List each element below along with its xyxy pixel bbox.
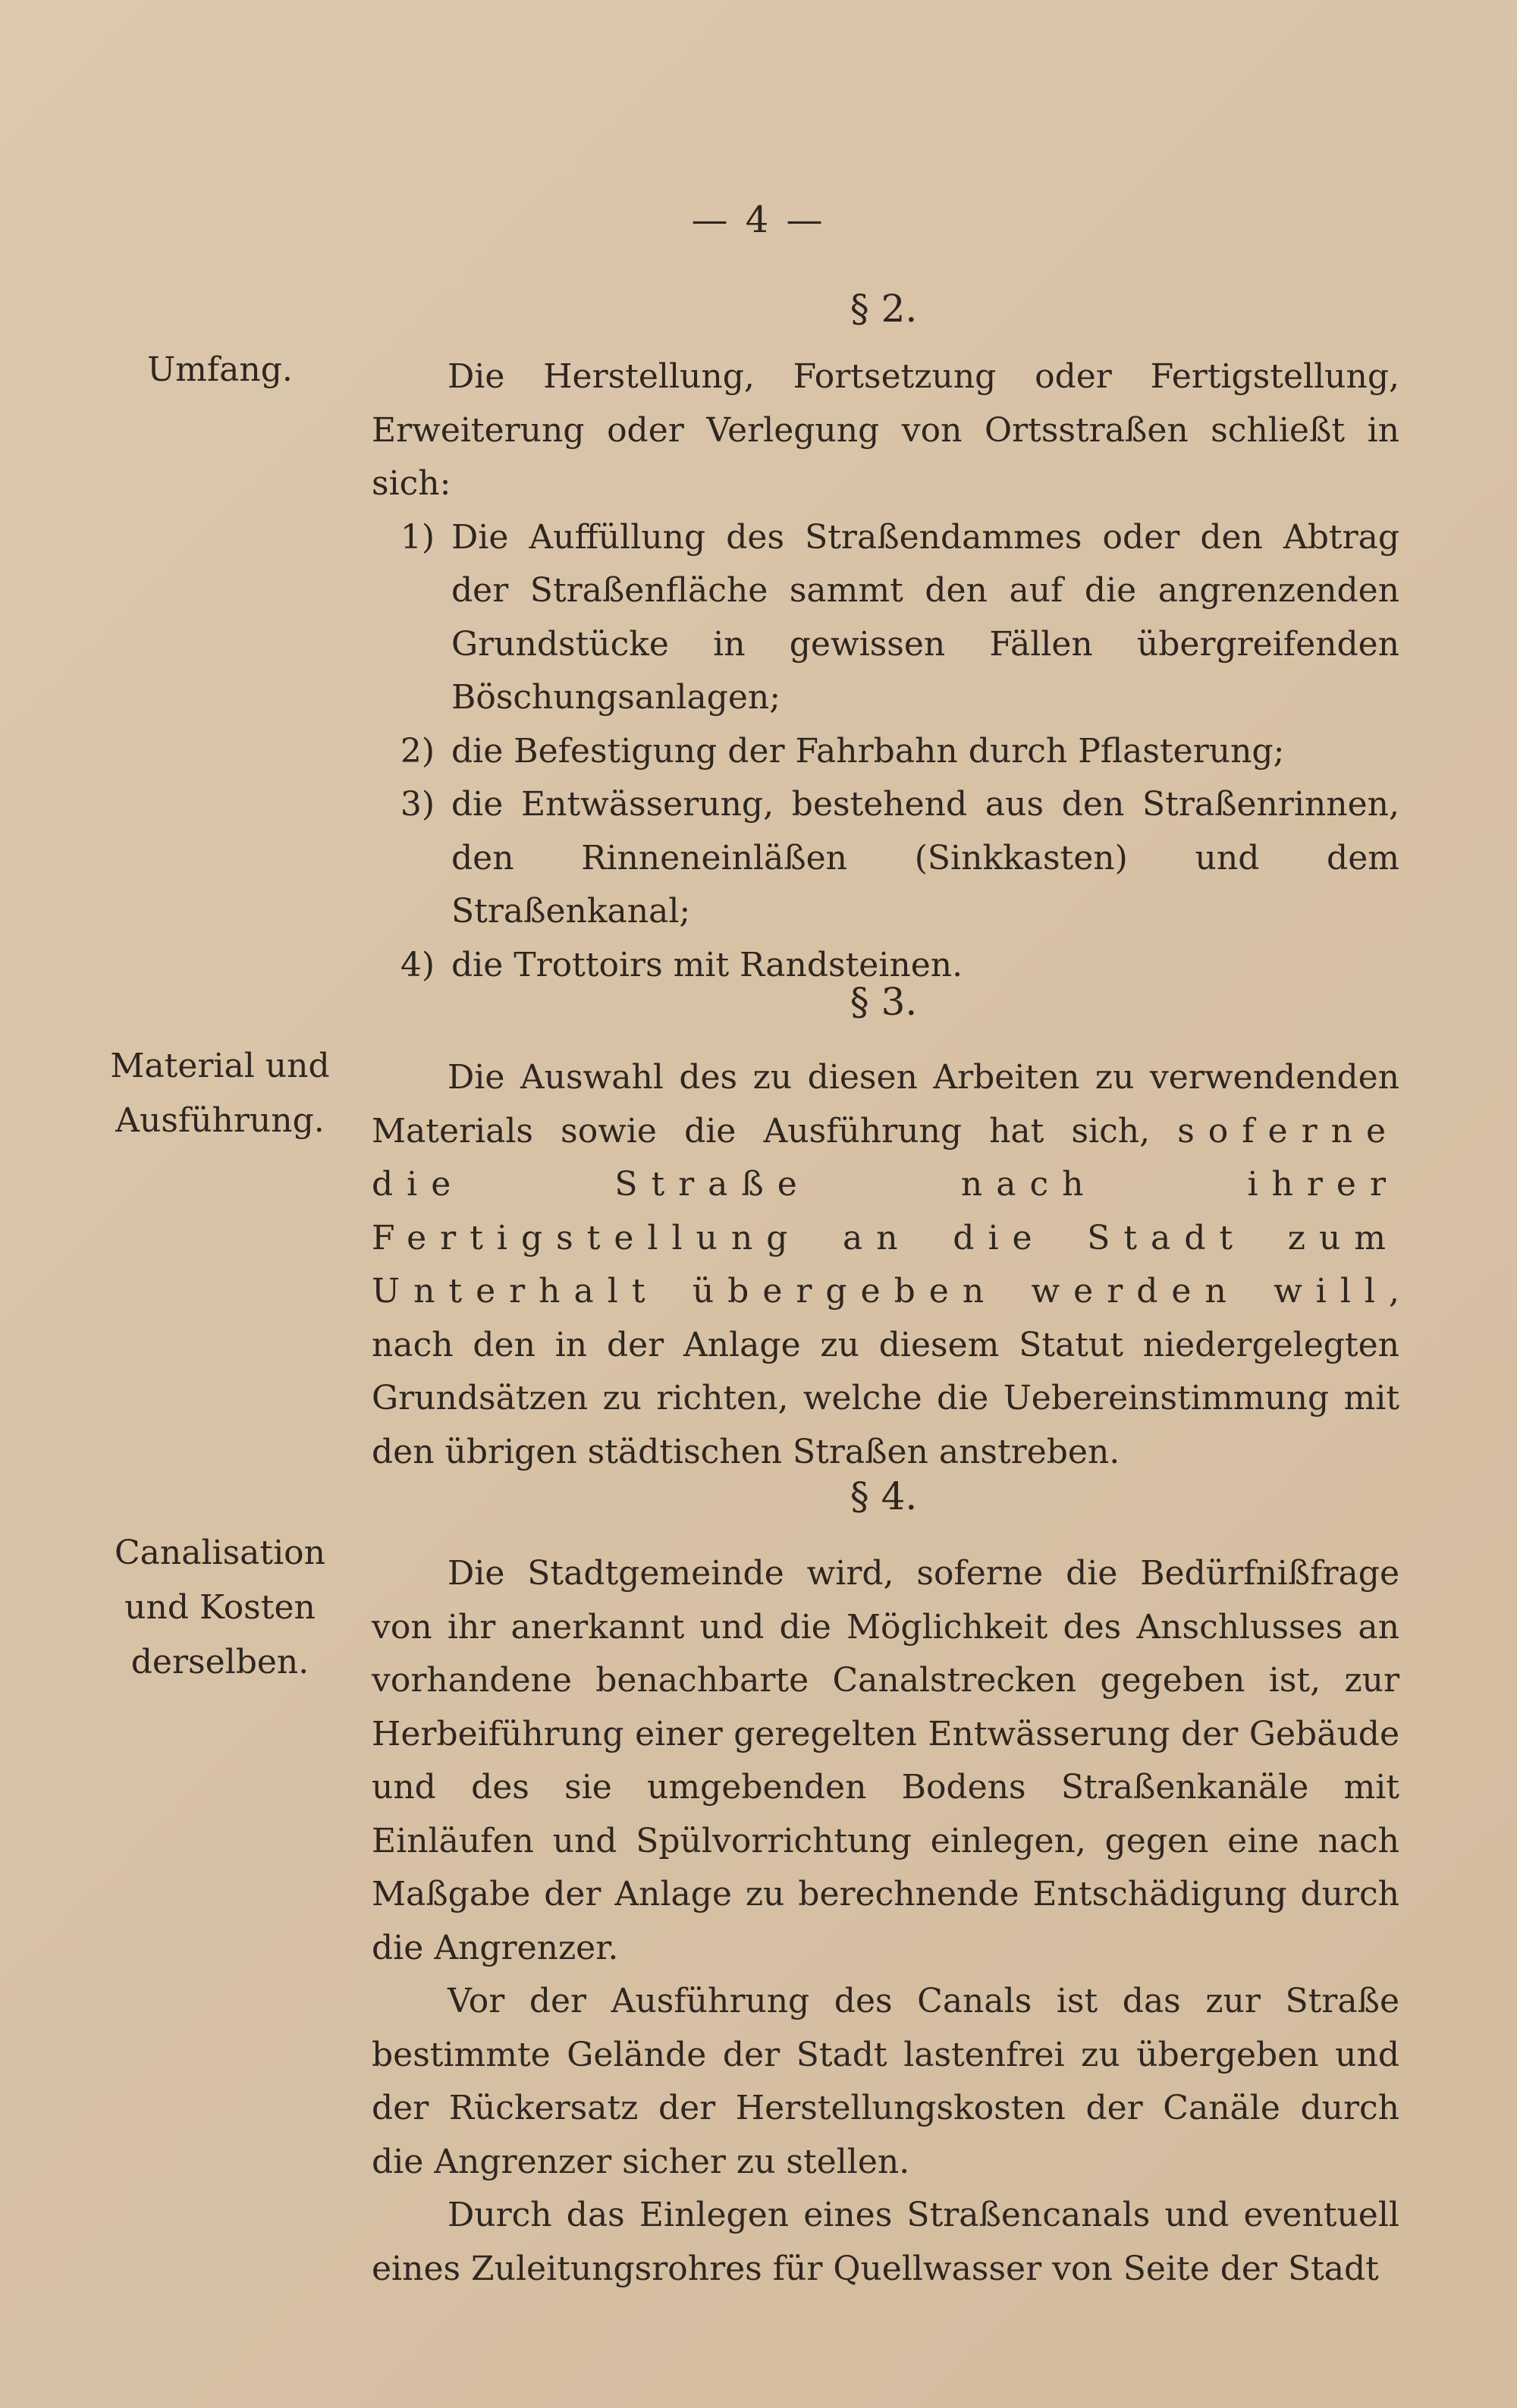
margin-note-material <box>83 1039 356 1148</box>
section-2-body <box>372 350 1399 992</box>
list-item-number: 4) <box>400 945 435 984</box>
section-heading-2: § 2. <box>850 287 918 331</box>
list-item-text: Die Auffüllung des Straßendammes oder den Abtrag der Straßenfläche sammt den auf die angrenzenden Grundstücke in gewissen Fällen übergreifenden Böschungsanlagen; <box>451 517 1399 717</box>
list-item <box>372 511 1399 725</box>
margin-note-line: Ausführung. <box>115 1101 325 1140</box>
section-4-body <box>372 1547 1399 2296</box>
section-4-paragraph: Vor der Ausführung des Canals ist das zur Straße bestimmte Gelände der Stadt lastenfrei zu übergeben und der Rückersatz der Herstellungskosten der Canäle durch die Angrenzer sicher zu stellen. <box>372 1982 1399 2181</box>
list-item-text: die Befestigung der Fahrbahn durch Pflasterung; <box>451 731 1285 771</box>
margin-note-line: Umfang. <box>147 350 293 389</box>
margin-note-canalisation <box>83 1526 356 1690</box>
list-item <box>372 778 1399 939</box>
section-4-paragraph: Durch das Einlegen eines Straßencanals und eventuell eines Zuleitungsrohres für Quellwasser von Seite der Stadt <box>372 2196 1399 2288</box>
margin-note-umfang <box>83 343 356 397</box>
margin-note-line: Material und <box>110 1047 330 1085</box>
list-item-number: 3) <box>400 785 435 824</box>
paragraph-text: Die Auswahl des zu diesen Arbeiten zu verwendenden Materials sowie die Ausführung hat sich, <box>372 1058 1399 1151</box>
list-item-text: die Trottoirs mit Randsteinen. <box>451 945 963 984</box>
margin-note-line: derselben. <box>130 1643 309 1681</box>
spaced-emphasis: soferne die Straße nach ihrer Fertigstellung an die Stadt zum Unterhalt übergeben werden will <box>372 1111 1399 1311</box>
section-3-body <box>372 1051 1399 1479</box>
list-item-number: 2) <box>400 731 435 771</box>
section-heading-3: § 3. <box>850 980 918 1024</box>
section-3-paragraph <box>372 1051 1399 1479</box>
section-heading-4: § 4. <box>850 1474 918 1518</box>
list-item-text: die Entwässerung, bestehend aus den Straßenrinnen, den Rinneneinläßen (Sinkkasten) und dem Straßenkanal; <box>451 785 1399 931</box>
paragraph-text: , nach den in der Anlage zu diesem Statut niedergelegten Grundsätzen zu richten, welche die Uebereinstimmung mit den übrigen städtischen Straßen anstreben. <box>372 1272 1399 1471</box>
margin-note-line: Canalisation <box>114 1534 325 1572</box>
section-2-intro: Die Herstellung, Fortsetzung oder Fertigstellung, Erweiterung oder Verlegung von Ortsstraßen schließt in sich: <box>372 357 1399 503</box>
section-4-paragraph: Die Stadtgemeinde wird, soferne die Bedürfnißfrage von ihr anerkannt und die Möglichkeit des Anschlusses an vorhandene benachbarte Canalstrecken gegeben ist, zur Herbeiführung einer geregelten Entwässerung der Gebäude und des sie umgebenden Bodens Straßenkanäle mit Einläufen und Spülvorrichtung einlegen, gegen eine nach Maßgabe der Anlage zu berechnende Entschädigung durch die Angrenzer. <box>372 1554 1399 1967</box>
margin-note-line: und Kosten <box>124 1588 316 1627</box>
list-item <box>372 725 1399 779</box>
page-number: — 4 — <box>691 199 826 241</box>
list-item-number: 1) <box>400 517 435 557</box>
